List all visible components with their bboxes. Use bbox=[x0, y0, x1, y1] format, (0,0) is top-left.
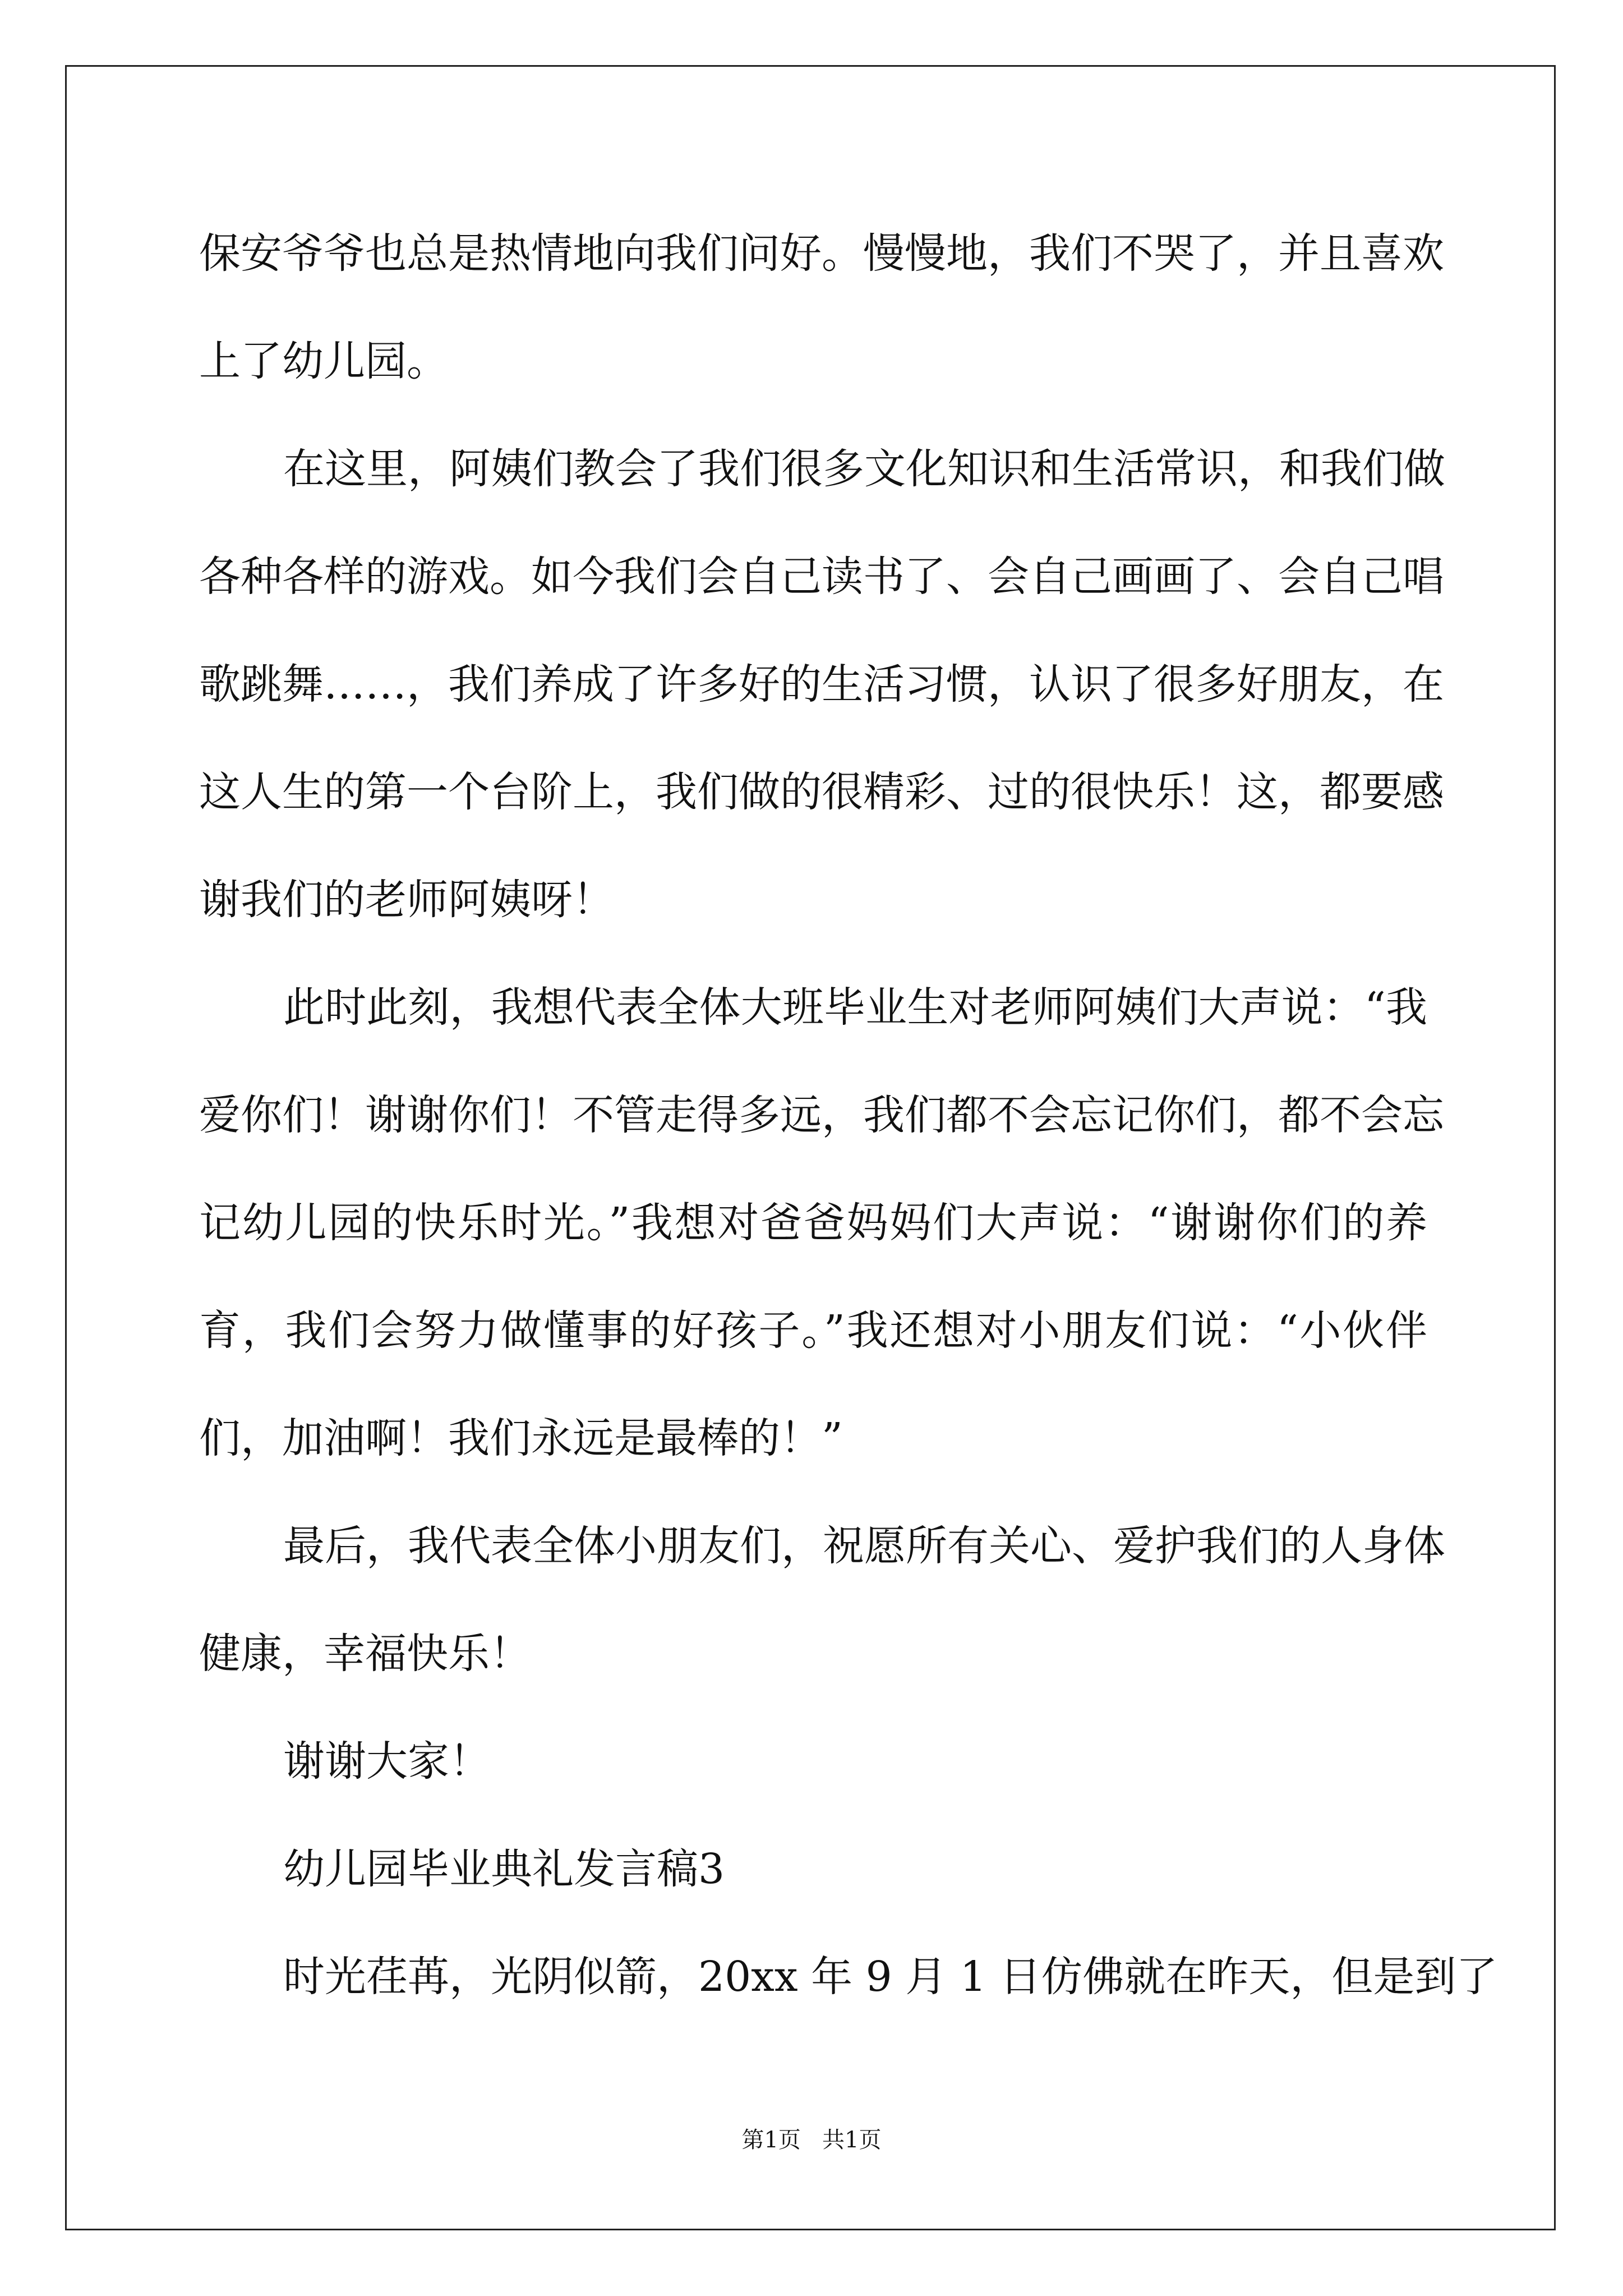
section-heading: 幼儿园毕业典礼发言稿3 bbox=[283, 1845, 725, 1893]
paragraph-line: 育，我们会努力做懂事的好孩子。”我还想对小朋友们说：“小伙伴 bbox=[199, 1306, 1427, 1355]
page-border bbox=[65, 65, 1556, 2230]
paragraph-line: 记幼儿园的快乐时光。”我想对爸爸妈妈们大声说：“谢谢你们的养 bbox=[199, 1199, 1427, 1247]
closing-line: 谢谢大家！ bbox=[283, 1737, 491, 1786]
paragraph-line: 各种各样的游戏。如今我们会自己读书了、会自己画画了、会自己唱 bbox=[199, 553, 1444, 601]
paragraph-line: 在这里，阿姨们教会了我们很多文化知识和生活常识，和我们做 bbox=[283, 445, 1445, 493]
paragraph-line: 保安爷爷也总是热情地向我们问好。慢慢地，我们不哭了，并且喜欢 bbox=[199, 229, 1444, 278]
paragraph-line: 上了幼儿园。 bbox=[199, 337, 448, 385]
paragraph-line: 们，加油啊！我们永远是最棒的！” bbox=[199, 1414, 843, 1462]
paragraph-line: 健康，幸福快乐！ bbox=[199, 1630, 531, 1678]
paragraph-line: 最后，我代表全体小朋友们，祝愿所有关心、爱护我们的人身体 bbox=[283, 1522, 1445, 1570]
paragraph-line: 时光荏苒，光阴似箭，20xx 年 9 月 1 日仿佛就在昨天，但是到了 bbox=[283, 1953, 1498, 2001]
paragraph-line: 谢我们的老师阿姨呀！ bbox=[199, 876, 614, 924]
paragraph-line: 爱你们！谢谢你们！不管走得多远，我们都不会忘记你们，都不会忘 bbox=[199, 1091, 1444, 1139]
paragraph-line: 这人生的第一个台阶上，我们做的很精彩、过的很快乐！这，都要感 bbox=[199, 768, 1444, 816]
page-footer: 第1页 共1页 bbox=[741, 2127, 882, 2153]
paragraph-line: 歌跳舞……，我们养成了许多好的生活习惯，认识了很多好朋友，在 bbox=[199, 660, 1444, 708]
paragraph-line: 此时此刻，我想代表全体大班毕业生对老师阿姨们大声说：“我 bbox=[283, 983, 1427, 1032]
